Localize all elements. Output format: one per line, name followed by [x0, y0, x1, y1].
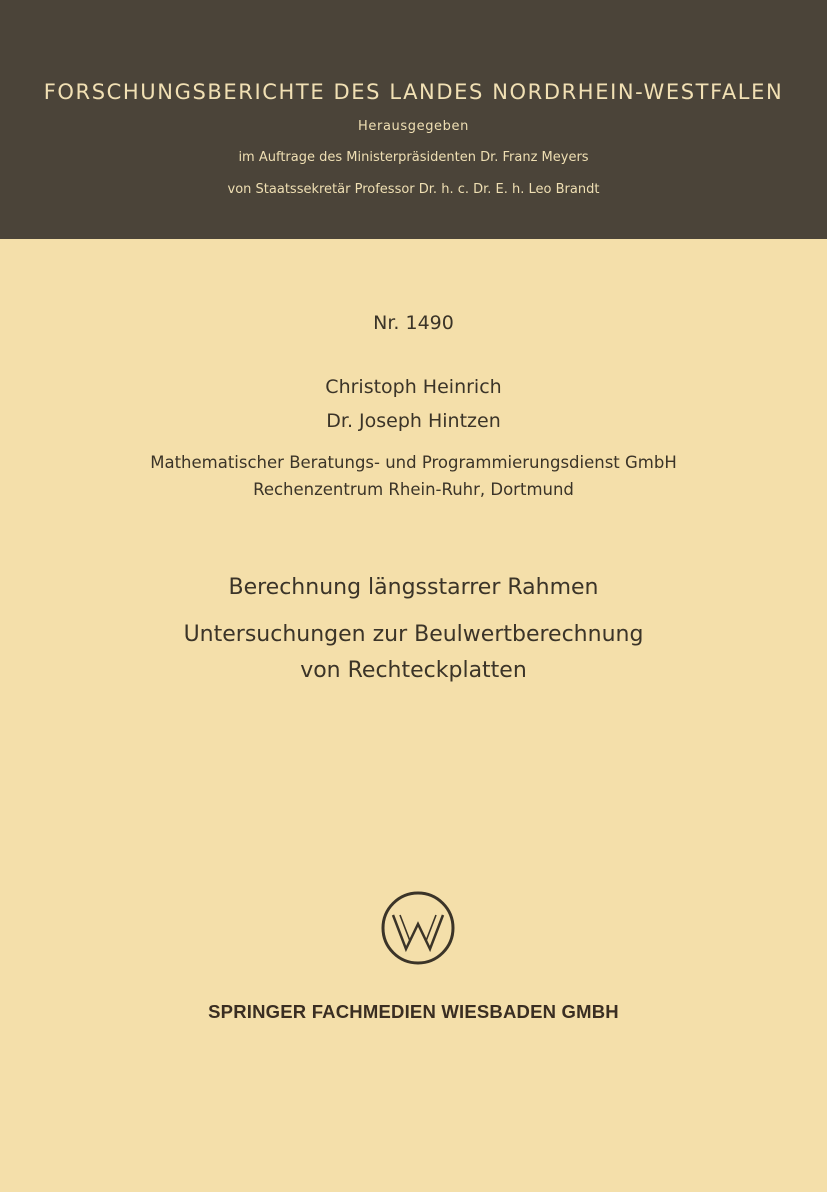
edited-by-line: Herausgegeben	[358, 119, 469, 134]
author-name: Christoph Heinrich	[325, 376, 502, 398]
institution-location: Rechenzentrum Rhein-Ruhr, Dortmund	[253, 480, 574, 499]
series-title: FORSCHUNGSBERICHTE DES LANDES NORDRHEIN-WESTFALEN	[43, 80, 784, 104]
volume-number: Nr. 1490	[373, 312, 454, 334]
book-title: Berechnung längsstarrer Rahmen	[228, 575, 599, 600]
institution-name: Mathematischer Beratungs- und Programmierungsdienst GmbH	[150, 453, 677, 472]
book-subtitle-line: von Rechteckplatten	[300, 658, 527, 683]
series-header-band	[0, 0, 827, 239]
secretary-line: von Staatssekretär Professor Dr. h. c. Dr. E. h. Leo Brandt	[227, 182, 600, 197]
publisher-logo-icon	[380, 890, 456, 966]
commission-line: im Auftrage des Ministerpräsidenten Dr. Franz Meyers	[238, 150, 589, 165]
author-name: Dr. Joseph Hintzen	[326, 410, 501, 432]
book-subtitle-line: Untersuchungen zur Beulwertberechnung	[183, 622, 644, 647]
publisher-name: SPRINGER FACHMEDIEN WIESBADEN GMBH	[208, 1001, 619, 1022]
